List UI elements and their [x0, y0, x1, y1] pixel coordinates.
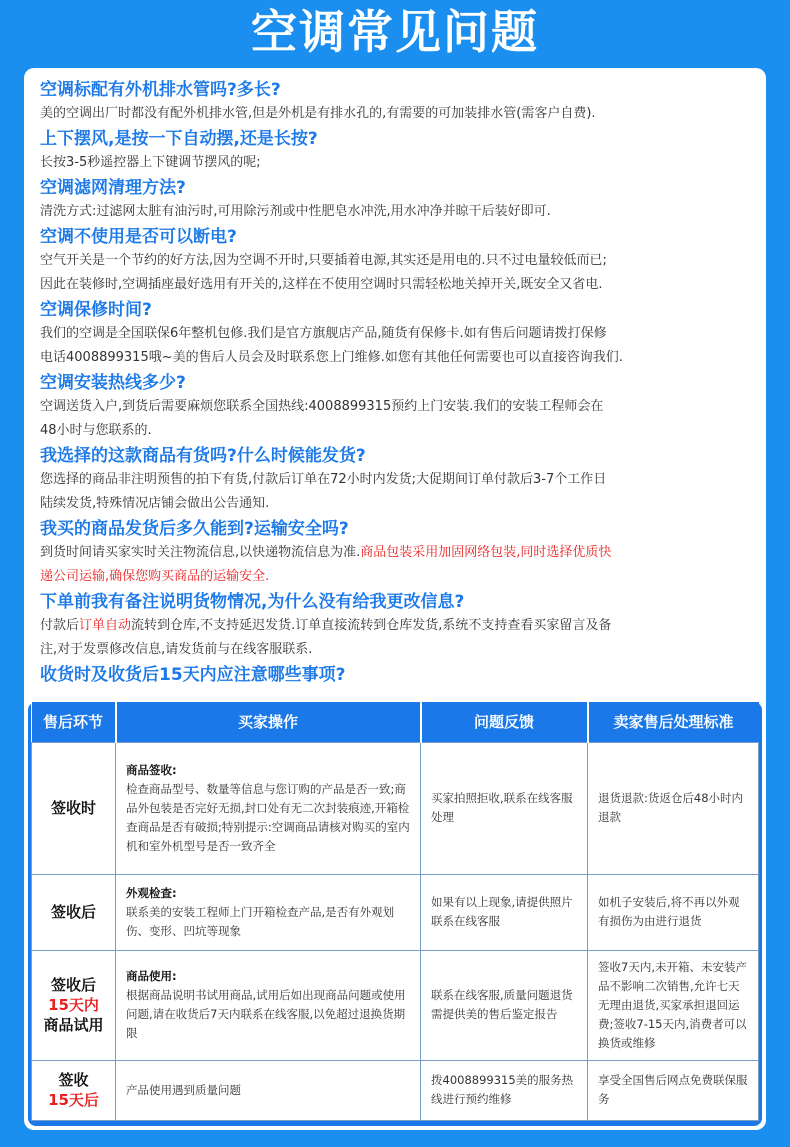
buyer-action-cell — [116, 1060, 421, 1120]
stage-cell — [32, 874, 116, 950]
page-title: 空调常见问题 — [251, 5, 539, 59]
stage-text: 签收后 — [50, 976, 96, 994]
faq-answer-highlight: 订单自动 — [79, 618, 132, 633]
after-sales-grid — [31, 702, 759, 1121]
buyer-action-heading: 商品使用: — [126, 969, 177, 983]
standard-cell: 享受全国售后网点免费联保服务 — [588, 1060, 759, 1120]
standard-cell: 如机子安装后,将不再以外观有损伤为由进行退货 — [588, 874, 759, 950]
faq-card — [24, 68, 766, 1130]
faq-answer: 空气开关是一个节约的好方法,因为空调不开时,只要插着电源,其实还是用电的.只不过电量较低而已; — [40, 253, 607, 268]
buyer-action-heading: 外观检查: — [126, 885, 177, 900]
faq-answer: 您选择的商品非注明预售的拍下有货,付款后订单在72小时内发货;大促期间订单付款后3-7个工作日 — [40, 472, 607, 487]
faq-answer: 48小时与您联系的. — [40, 423, 152, 438]
faq-question: 我买的商品发货后多久能到?运输安全吗? — [40, 519, 349, 539]
stage-text: 商品试用 — [43, 1016, 104, 1034]
faq-answer: 电话4008899315哦~美的售后人员会及时联系您上门维修.如您有其他任何需要也可以直接咨询我们. — [40, 350, 623, 365]
buyer-action-cell — [116, 874, 421, 950]
faq-question: 空调滤网清理方法? — [40, 178, 186, 198]
after-sales-table — [28, 702, 762, 1126]
faq-question: 空调安装热线多少? — [40, 373, 186, 393]
stage-cell — [32, 950, 116, 1060]
buyer-action-text: 根据商品说明书试用商品,试用后如出现商品问题或使用问题,请在收货后7天内联系在线客服,以免超过退换货期限 — [126, 988, 406, 1040]
feedback-cell: 如果有以上现象,请提供照片联系在线客服 — [421, 874, 588, 950]
faq-question: 上下摆风,是按一下自动摆,还是长按? — [40, 129, 318, 149]
stage-cell — [32, 1060, 116, 1120]
faq-question: 空调保修时间? — [40, 300, 152, 320]
standard-cell: 签收7天内,未开箱、未安装产品不影响二次销售,允许七天无理由退货,买家承担退回运费;签收7-15天内,消费者可以换货或维修 — [588, 950, 759, 1060]
table-header-row — [32, 702, 759, 742]
faq-question: 收货时及收货后15天内应注意哪些事项? — [40, 665, 346, 685]
stage-text: 签收后 — [50, 903, 96, 921]
faq-answer: 清洗方式:过滤网太脏有油污时,可用除污剂或中性肥皂水冲洗,用水冲净并晾干后装好即可. — [40, 204, 551, 219]
faq-answer-highlight: 递公司运输,确保您购买商品的运输安全. — [40, 569, 270, 584]
buyer-action-heading: 商品签收: — [126, 762, 177, 777]
faq-answer-highlight: 商品包装采用加固网络包装,同时选择优质快 — [360, 545, 612, 560]
faq-answer — [40, 614, 752, 637]
table-row — [32, 874, 759, 950]
faq-question: 空调不使用是否可以断电? — [40, 227, 237, 247]
faq-answer-text: 到货时间请买家实时关注物流信息,以快递物流信息为准. — [40, 545, 361, 560]
stage-text: 签收时 — [50, 799, 96, 817]
faq-answer: 空调送货入户,到货后需要麻烦您联系全国热线:4008899315预约上门安装.我们的安装工程师会在 — [40, 399, 604, 414]
faq-answer: 我们的空调是全国联保6年整机包修.我们是官方旗舰店产品,随货有保修卡.如有售后问题请拨打保修 — [40, 326, 607, 341]
faq-list — [40, 76, 752, 687]
buyer-action-text: 检查商品型号、数量等信息与您订购的产品是否一致;商品外包装是否完好无损,封口处有无二次封装痕迹,开箱检查商品是否有破损;特别提示:空调商品请核对购买的室内机和室外机型号是否一致齐全 — [126, 781, 410, 853]
feedback-cell: 买家拍照拒收,联系在线客服处理 — [421, 742, 588, 874]
faq-answer: 注,对于发票修改信息,请发货前与在线客服联系. — [40, 642, 313, 657]
table-row — [32, 1060, 759, 1120]
buyer-action-text: 产品使用遇到质量问题 — [126, 1082, 241, 1097]
table-row — [32, 742, 759, 874]
faq-question: 下单前我有备注说明货物情况,为什么没有给我更改信息? — [40, 592, 465, 612]
feedback-cell: 联系在线客服,质量问题退货需提供美的售后鉴定报告 — [421, 950, 588, 1060]
stage-cell — [32, 742, 116, 874]
table-row — [32, 950, 759, 1060]
faq-answer: 长按3-5秒遥控器上下键调节摆风的呢; — [40, 155, 261, 170]
buyer-action-text: 联系美的安装工程师上门开箱检查产品,是否有外观划伤、变形、凹坑等现象 — [126, 904, 395, 938]
feedback-cell: 拨4008899315美的服务热线进行预约维修 — [421, 1060, 588, 1120]
table-header-cell: 买家操作 — [116, 702, 421, 742]
faq-answer — [40, 541, 752, 564]
stage-text-highlight: 15天内 — [48, 996, 99, 1014]
buyer-action-cell — [116, 742, 421, 874]
faq-answer: 因此在装修时,空调插座最好选用有开关的,这样在不使用空调时只需轻松地关掉开关,既安全又省电. — [40, 277, 603, 292]
stage-text: 签收 — [58, 1071, 89, 1089]
faq-question: 空调标配有外机排水管吗?多长? — [40, 80, 281, 100]
table-header-cell: 卖家售后处理标准 — [588, 702, 759, 742]
faq-question: 我选择的这款商品有货吗?什么时候能发货? — [40, 446, 366, 466]
faq-answer-text: 流转到仓库,不支持延迟发货.订单直接流转到仓库发货,系统不支持查看买家留言及备 — [131, 618, 612, 633]
faq-answer-text: 付款后 — [40, 618, 80, 633]
table-header-cell: 售后环节 — [32, 702, 116, 742]
table-header-cell: 问题反馈 — [421, 702, 588, 742]
faq-answer: 美的空调出厂时都没有配外机排水管,但是外机是有排水孔的,有需要的可加装排水管(需客户自费). — [40, 106, 596, 121]
faq-answer: 陆续发货,特殊情况店铺会做出公告通知. — [40, 496, 270, 511]
stage-text-highlight: 15天后 — [48, 1091, 99, 1109]
standard-cell: 退货退款:货返仓后48小时内退款 — [588, 742, 759, 874]
buyer-action-cell — [116, 950, 421, 1060]
